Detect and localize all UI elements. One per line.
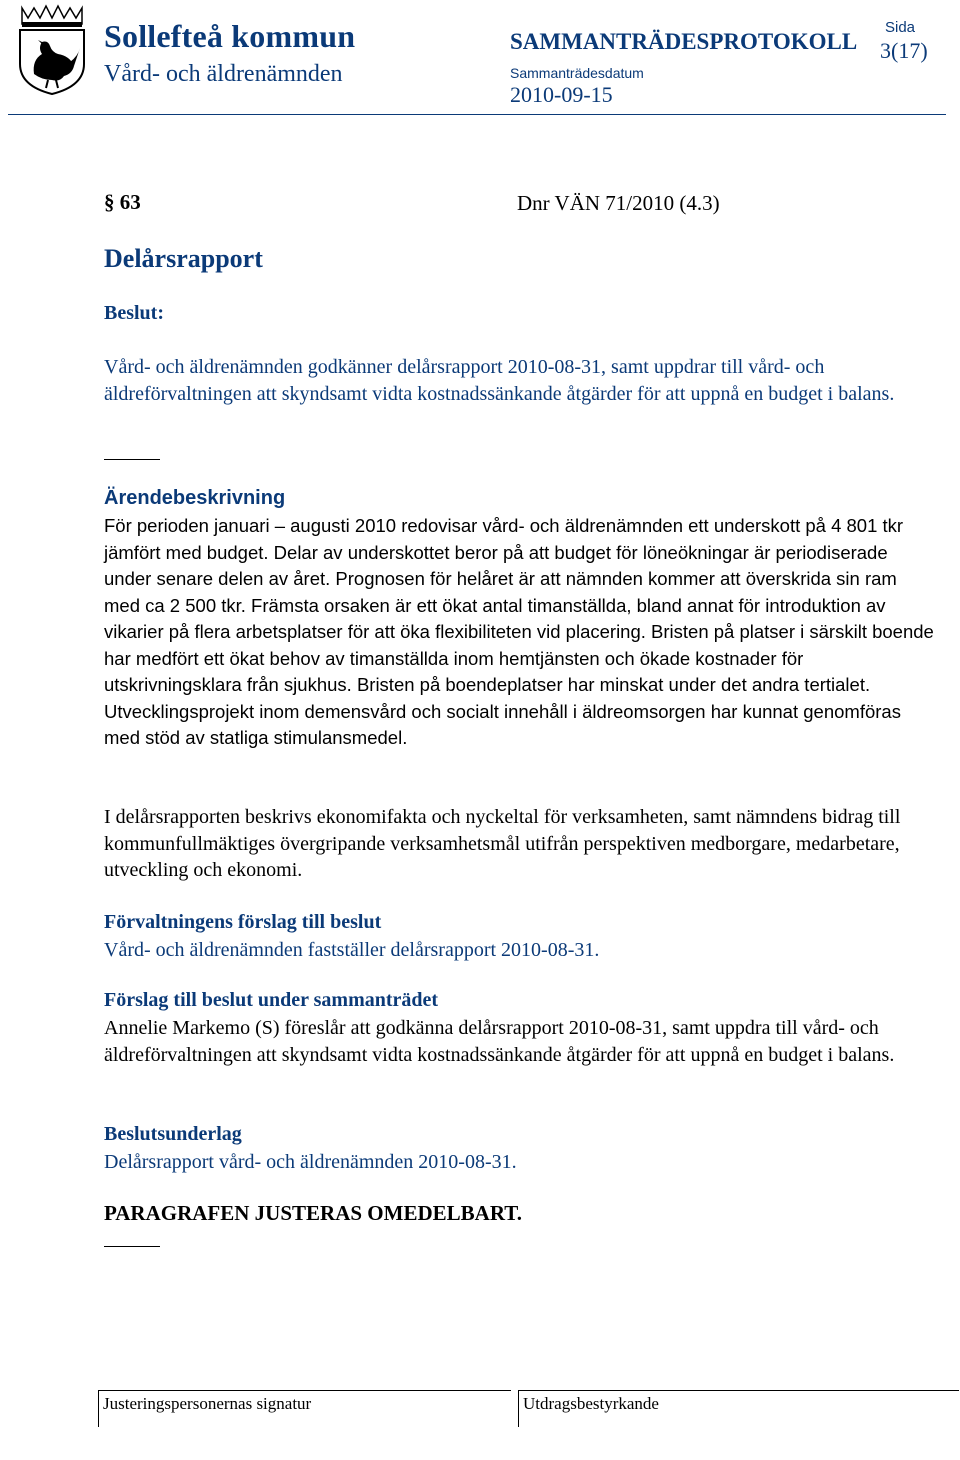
- administration-proposal-text: Vård- och äldrenämnden fastställer delårsrapport 2010-08-31.: [104, 939, 600, 961]
- meeting-date-value: 2010-09-15: [510, 82, 613, 107]
- item-title: Delårsrapport: [104, 244, 263, 273]
- meeting-proposal-text: Annelie Markemo (S) föreslår att godkänna delårsrapport 2010-08-31, samt uppdra till vård- och äldreförvaltningen att skyndsamt vidta kostnadssänkande åtgärder för att uppnå en budget i balans.: [104, 1017, 895, 1066]
- organization-name: Sollefteå kommun: [104, 18, 356, 54]
- certification-box: [518, 1390, 959, 1427]
- page-label: Sida: [885, 19, 916, 36]
- adjustment-note: PARAGRAFEN JUSTERAS OMEDELBART.: [104, 1201, 522, 1225]
- signature-label: Justeringspersonernas signatur: [103, 1394, 312, 1413]
- description-heading: Ärendebeskrivning: [104, 487, 286, 509]
- report-summary-text: I delårsrapporten beskrivs ekonomifakta och nyckeltal för verksamheten, samt nämndens bidrag till kommunfullmäktiges övergripande verksamhetsmål utifrån perspektiven medborgare, medarbetare, utveckling och ekonomi.: [104, 806, 901, 881]
- decision-heading: Beslut:: [104, 302, 164, 324]
- decision-text: Vård- och äldrenämnden godkänner delårsrapport 2010-08-31, samt uppdrar till vård- och äldreförvaltningen att skyndsamt vidta kostnadssänkande åtgärder för att uppnå en budget i balans.: [104, 356, 895, 405]
- case-number: Dnr VÄN 71/2010 (4.3): [517, 191, 720, 215]
- administration-proposal-heading: Förvaltningens förslag till beslut: [104, 911, 382, 933]
- closing-divider: [104, 1246, 160, 1247]
- committee-name: Vård- och äldrenämnden: [104, 61, 343, 87]
- decision-basis-heading: Beslutsunderlag: [104, 1123, 242, 1145]
- decision-basis-text: Delårsrapport vård- och äldrenämnden 2010-08-31.: [104, 1151, 517, 1173]
- section-divider: [104, 459, 160, 460]
- document-type: SAMMANTRÄDESPROTOKOLL: [510, 29, 858, 54]
- municipality-crest-icon: [12, 4, 92, 96]
- description-text: För perioden januari – augusti 2010 redovisar vård- och äldrenämnden ett underskott på 4 801 tkr jämfört med budget. Delar av underskottet beror på att budget för löneökningar är periodiserade under senare delen av året. Prognosen för helåret är att nämnden kommer att överskrida sin ram med ca 2 500 tkr. Främsta orsaken är ett ökat antal timanställda, bland annat för introduktion av vikarier på flera arbetsplatser för att öka flexibiliteten vid placering. Bristen på platser i särskilt boende har medfört ett ökat behov av timanställda inom hemtjänsten och ökade kostnader för utskrivningsklara från sjukhus. Bristen på boendeplatser har minskat under det andra tertialet. Utvecklingsprojekt inom demensvård och socialt innehåll i äldreomsorgen har kunnat genomföras med stöd av statliga stimulansmedel.: [104, 515, 934, 748]
- meeting-date-label: Sammanträdesdatum: [510, 65, 644, 81]
- page-number: 3(17): [880, 38, 928, 63]
- paragraph-number: § 63: [104, 190, 141, 214]
- meeting-proposal-heading: Förslag till beslut under sammanträdet: [104, 989, 439, 1011]
- certification-label: Utdragsbestyrkande: [523, 1394, 659, 1413]
- signature-box: [98, 1390, 511, 1427]
- header-divider: [8, 114, 946, 115]
